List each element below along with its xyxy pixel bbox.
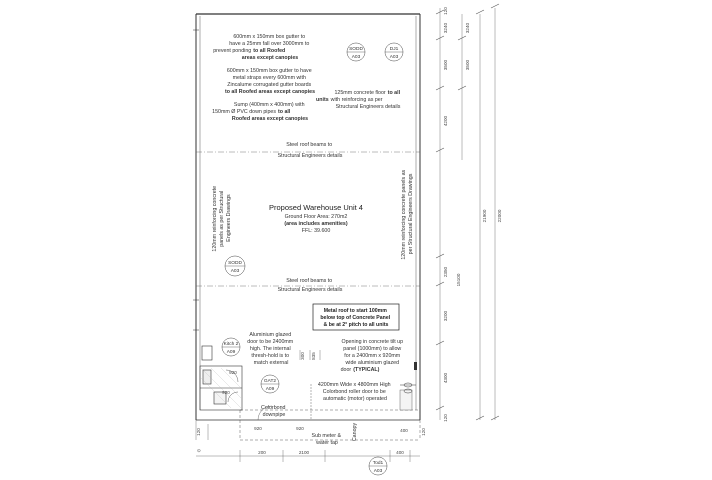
meter-note-line: water tap: [316, 440, 338, 446]
section-marker-label: SODD: [228, 261, 242, 266]
right-dimension-value: 15100: [456, 273, 461, 287]
metal-roof-note-line: Metal roof to start 100mm: [323, 308, 387, 314]
gutter-note-2-line: metal straps every 600mm with: [232, 75, 306, 81]
bottom-dimension-value: 2100: [298, 450, 310, 455]
roller-door-note-line: Colorbond roller door to be: [322, 389, 386, 395]
roller-door-note-line: automatic (motor) operated: [323, 396, 387, 402]
section-marker: [347, 43, 365, 61]
right-dimension-value: 120: [443, 414, 448, 422]
gutter-note-1: [213, 34, 311, 61]
left-wall-note-line: 120mm reinforcing concrete: [212, 185, 218, 252]
opening-note: [341, 339, 405, 373]
right-dimension-value: 21900: [482, 209, 487, 223]
opening-note-line: panel (1000mm) to allow: [343, 346, 402, 352]
section-marker-label: Tod1: [372, 461, 384, 466]
unit-ffl: FFL: 39.600: [301, 228, 331, 234]
switch-symbol: [414, 362, 417, 370]
right-dimension-value: 2350: [443, 266, 448, 278]
opening-note-line: Opening in concrete tilt up: [341, 339, 404, 345]
right-dimension-value: 3240: [465, 22, 470, 34]
beams-note-bottom: [278, 278, 343, 293]
door-size: 920: [296, 426, 304, 431]
right-dimension-value: 3500: [465, 59, 470, 71]
door-size: 920: [229, 370, 237, 375]
right-dimension-value: 22000: [497, 209, 502, 223]
beams-note-line: Structural Engineers details: [277, 287, 343, 293]
opening-note-line: wide aluminium glazed: [345, 360, 400, 366]
right-dimension-value: 3500: [443, 59, 448, 71]
bottom-dimension-value: 200: [258, 450, 266, 455]
canopy-label: Canopy: [352, 422, 358, 442]
downpipe-note: [261, 405, 287, 418]
sump-note: [212, 102, 308, 122]
sump-note-line: 150mm Ø PVC down pipes: [212, 109, 277, 115]
section-marker-sheet: A03: [351, 55, 361, 60]
opening-note-line: door: [340, 367, 352, 373]
section-marker-label: SODD: [349, 47, 363, 52]
section-marker: [225, 256, 245, 276]
metal-roof-note-line: below top of Concrete Panel: [320, 315, 391, 321]
bottom-dimension-value: 120: [421, 428, 426, 436]
meter-note-line: Sub meter &: [311, 433, 341, 439]
right-wall-note-line: 120mm reinforcing concrete panels as: [401, 169, 407, 260]
right-dimension-value: 4300: [443, 372, 448, 384]
bottom-dimension-value: 400: [396, 450, 404, 455]
metal-roof-note-line: & be at 2° pitch to all units: [323, 322, 389, 328]
grid-marker: ⊙: [197, 448, 201, 453]
right-dimension-value: 120: [443, 7, 448, 15]
sump-note-line: Sump (400mm x 400mm) with: [233, 102, 305, 108]
right-dimension-value: 3200: [443, 310, 448, 322]
unit-title: Proposed Warehouse Unit 4: [269, 203, 363, 212]
opening-note-line: (TYPICAL): [353, 367, 380, 373]
bottom-dimension-value: 120: [196, 428, 201, 436]
section-marker: [222, 338, 240, 356]
section-marker-label: DJ1: [389, 47, 399, 52]
right-dimension-value: 3240: [443, 22, 448, 34]
gutter-note-1-line: have a 25mm fall over 3000mm to: [229, 41, 310, 47]
roller-door-note-line: 4200mm Wide x 4800mm High: [317, 382, 391, 388]
right-wall-note-line: per Structural Engineers Drawings: [408, 173, 414, 255]
section-marker: [261, 375, 279, 393]
section-marker-sheet: A03: [373, 469, 383, 474]
glazed-door-note-line: high. The internal: [249, 346, 291, 352]
beams-note-line: Steel roof beams to: [286, 278, 333, 284]
right-wall-note: [401, 168, 414, 259]
section-marker: [385, 43, 403, 61]
metal-roof-note: [313, 304, 399, 330]
glazed-door-note: [247, 332, 294, 366]
section-marker-sheet: A09: [226, 350, 236, 355]
section-marker-label: Kitch 2: [223, 342, 239, 347]
small-dimension-value: 835: [311, 352, 316, 360]
unit-area: Ground Floor Area: 270m2: [284, 214, 348, 220]
slab-note-line: 125mm concrete floor: [334, 90, 386, 96]
left-wall-note-line: panels as per Structural: [219, 190, 225, 247]
gutter-note-1-line: to all Roofed: [253, 48, 286, 54]
slab-note-line: to all: [387, 90, 401, 96]
slab-note-line: units: [316, 97, 329, 103]
gutter-note-1-line: prevent ponding: [213, 48, 252, 54]
glazed-door-note-line: door to be 2400mm: [247, 339, 294, 345]
gutter-note-1-line: areas except canopies: [241, 55, 299, 61]
glazed-door-note-line: thresh-hold is to: [251, 353, 290, 359]
slab-note-line: Structural Engineers details: [335, 104, 401, 110]
gutter-note-2-line: Zincalume corrugated gutter boards: [227, 82, 312, 88]
bottom-dimension-value: 400: [400, 428, 408, 433]
opening-note-line: for a 2400mm x 920mm: [344, 353, 401, 359]
beams-note-top: [278, 142, 343, 159]
slab-note: [316, 90, 402, 110]
left-wall-note: [212, 184, 232, 251]
section-marker-sheet: A09: [265, 387, 275, 392]
glazed-door-note-line: Aluminium glazed: [249, 332, 292, 338]
section-marker-sheet: A03: [230, 269, 240, 274]
small-dimension-value: 300: [300, 352, 305, 360]
door-size: 920: [254, 426, 262, 431]
slab-note-line: with reinforcing as per: [330, 97, 383, 103]
roller-door-note: [318, 382, 392, 402]
unit-amenities: (area includes amenities): [284, 221, 348, 227]
downpipe-note-line: Colorbond: [261, 405, 286, 411]
beams-note-line: Steel roof beams to: [286, 142, 333, 148]
section-marker-sheet: A03: [389, 55, 399, 60]
door-size: 920: [222, 390, 230, 395]
downpipe-note-line: downpipe: [262, 412, 286, 418]
right-dimension-value: 4200: [443, 115, 448, 127]
bottom-dimensions: [196, 420, 420, 462]
gutter-note-2-line: to all Roofed areas except canopies: [224, 89, 316, 95]
left-wall-note-line: Engineers Drawings: [226, 194, 232, 242]
sump-note-line: Roofed areas except canopies: [231, 116, 309, 122]
svg-text:Metal roof to start 100mm: [320, 308, 391, 328]
gutter-note-2: [225, 68, 315, 95]
glazed-door-note-line: match external: [253, 360, 289, 366]
meter-note: [312, 433, 343, 446]
section-marker-label: GAT2: [263, 379, 277, 384]
section-marker: [369, 457, 387, 475]
gutter-note-1-line: 600mm x 150mm box gutter to: [233, 34, 306, 40]
beams-note-line: Structural Engineers details: [277, 153, 343, 159]
sump-note-line: to all: [278, 109, 291, 115]
gutter-note-2-line: 600mm x 150mm box gutter to have: [226, 68, 312, 74]
